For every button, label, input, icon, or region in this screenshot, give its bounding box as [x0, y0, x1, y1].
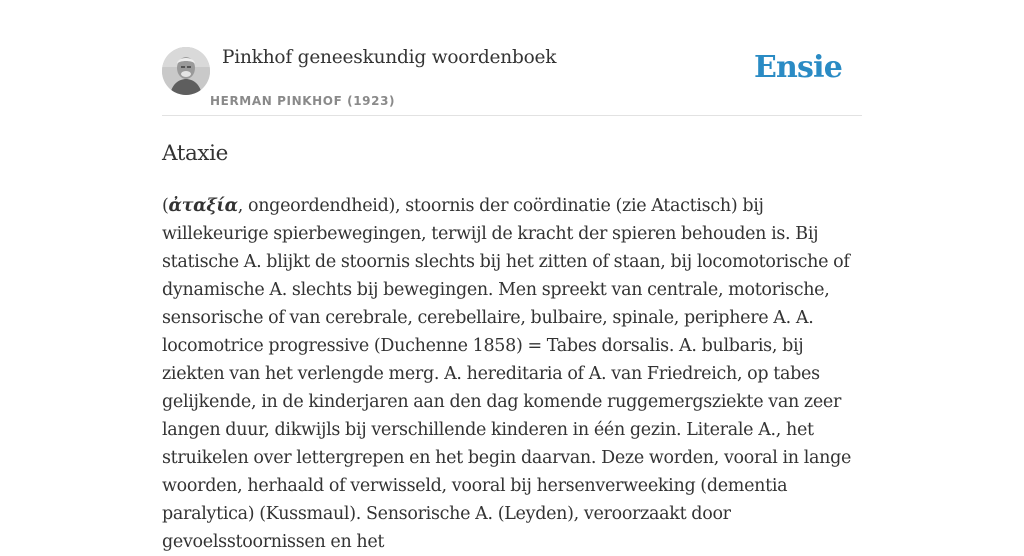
- entry-definition: [162, 192, 862, 556]
- header-divider: [162, 115, 862, 116]
- dictionary-title[interactable]: Pinkhof geneeskundig woordenboek: [222, 47, 557, 68]
- dictionary-header: [162, 44, 862, 116]
- author-portrait-avatar[interactable]: [162, 47, 210, 95]
- entry-term-title: Ataxie: [162, 141, 228, 166]
- open-paren: (: [162, 196, 169, 216]
- ensie-logo[interactable]: Ensie: [753, 50, 842, 85]
- dictionary-author: HERMAN PINKHOF (1923): [210, 94, 396, 108]
- portrait-icon: [162, 47, 210, 95]
- definition-text: , ongeordendheid), stoornis der coördinatie (zie Atactisch) bij willekeurige spierbewegingen, terwijl de kracht der spieren behouden is. Bij statische A. blijkt de stoornis slechts bij het zitten of staan, bij locomotorische of dynamische A. slechts bij bewegingen. Men spreekt van centrale, motorische, sensorische of van cerebrale, cerebellaire, bulbaire, spinale, periphere A. A. locomotrice progressive (Duchenne 1858) = Tabes dorsalis. A. bulbaris, bij ziekten van het verlengde merg. A. hereditaria of A. van Friedreich, op tabes gelijkende, in de kinderjaren aan den dag komende ruggemergsziekte van zeer langen duur, dikwijls bij verschillende kinderen in één gezin. Literale A., het struikelen over lettergrepen en het begin daarvan. Deze worden, vooral in lange woorden, herhaald of verwisseld, vooral bij hersenverweeking (dementia paralytica) (Kussmaul). Sensorische A. (Leyden), veroorzaakt door gevoelsstoornissen en het: [162, 196, 852, 552]
- greek-etymology: ἀταξία: [168, 196, 238, 216]
